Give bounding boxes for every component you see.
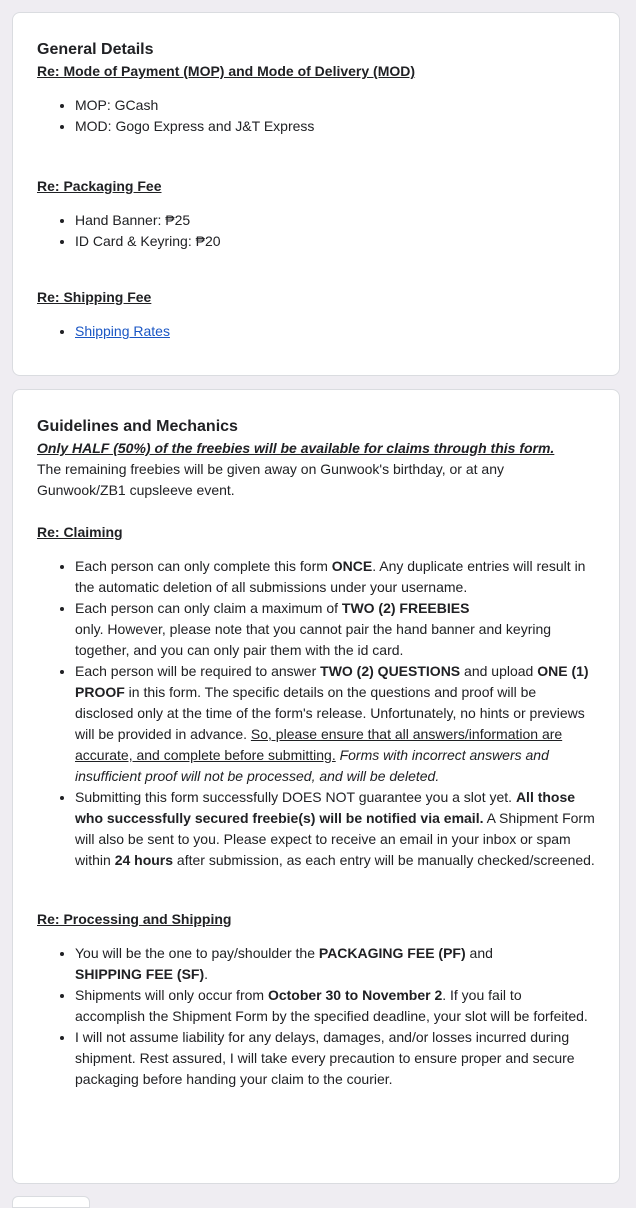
list-item: • Hand Banner: ₱25: [75, 210, 595, 231]
list-item: • You will be the one to pay/shoulder the PACKAGING FEE (PF) and SHIPPING FEE (SF).: [75, 943, 595, 985]
shipping-fee-heading: Re: Shipping Fee: [37, 289, 152, 305]
guidelines-title: Guidelines and Mechanics: [37, 418, 238, 435]
list-item: • MOD: Gogo Express and J&T Express: [75, 116, 595, 137]
shipping-fee-list: [37, 321, 595, 342]
list-item: • Each person will be required to answer TWO (2) QUESTIONS and upload ONE (1) PROOF in this form. The specific details on the questions and proof will be disclosed only at the time of the form's release. Unfortunately, no hints or previews will be provided in advance. So, please ensure that all answers/information are accurate, and complete before submitting. Forms with incorrect answers and insufficient proof will not be processed, and will be deleted.: [75, 661, 595, 787]
list-item: • Each person can only claim a maximum of TWO (2) FREEBIES only. However, please note that you cannot pair the hand banner and keyring together, and you can only pair them with the id card.: [75, 598, 595, 661]
general-details-card: [12, 12, 620, 376]
freebies-notice: Only HALF (50%) of the freebies will be available for claims through this form.: [37, 440, 555, 456]
list-item: • Each person can only complete this form ONCE. Any duplicate entries will result in the automatic deletion of all submissions under your username.: [75, 556, 595, 598]
mop-mod-heading: Re: Mode of Payment (MOP) and Mode of Delivery (MOD): [37, 63, 416, 79]
list-item: • Shipments will only occur from October 30 to November 2. If you fail to accomplish the Shipment Form by the specified deadline, your slot will be forfeited.: [75, 985, 595, 1027]
list-item: • Submitting this form successfully DOES NOT guarantee you a slot yet. All those who successfully secured freebie(s) will be notified via email. A Shipment Form will also be sent to you. Please expect to receive an email in your inbox or spam within 24 hours after submission, as each entry will be manually checked/screened.: [75, 787, 595, 871]
general-details-title: General Details: [37, 41, 154, 58]
shipping-rates-link[interactable]: Shipping Rates: [75, 323, 170, 339]
list-item: • MOP: GCash: [75, 95, 595, 116]
packaging-fee-list: [37, 210, 595, 252]
list-item: • ID Card & Keyring: ₱20: [75, 231, 595, 252]
remaining-freebies-text: The remaining freebies will be given away on Gunwook's birthday, or at any Gunwook/ZB1 cupsleeve event.: [37, 461, 504, 498]
processing-heading: Re: Processing and Shipping: [37, 911, 232, 927]
claiming-heading: Re: Claiming: [37, 524, 123, 540]
list-item: [75, 321, 595, 342]
guidelines-card: [12, 389, 620, 1184]
processing-list: [37, 943, 595, 1090]
next-card-edge: [12, 1196, 90, 1208]
list-item: • I will not assume liability for any delays, damages, and/or losses incurred during shipment. Rest assured, I will take every precaution to ensure proper and secure packaging before handing your claim to the courier.: [75, 1027, 595, 1090]
mop-mod-list: [37, 95, 595, 137]
claiming-list: [37, 556, 595, 871]
packaging-fee-heading: Re: Packaging Fee: [37, 178, 162, 194]
